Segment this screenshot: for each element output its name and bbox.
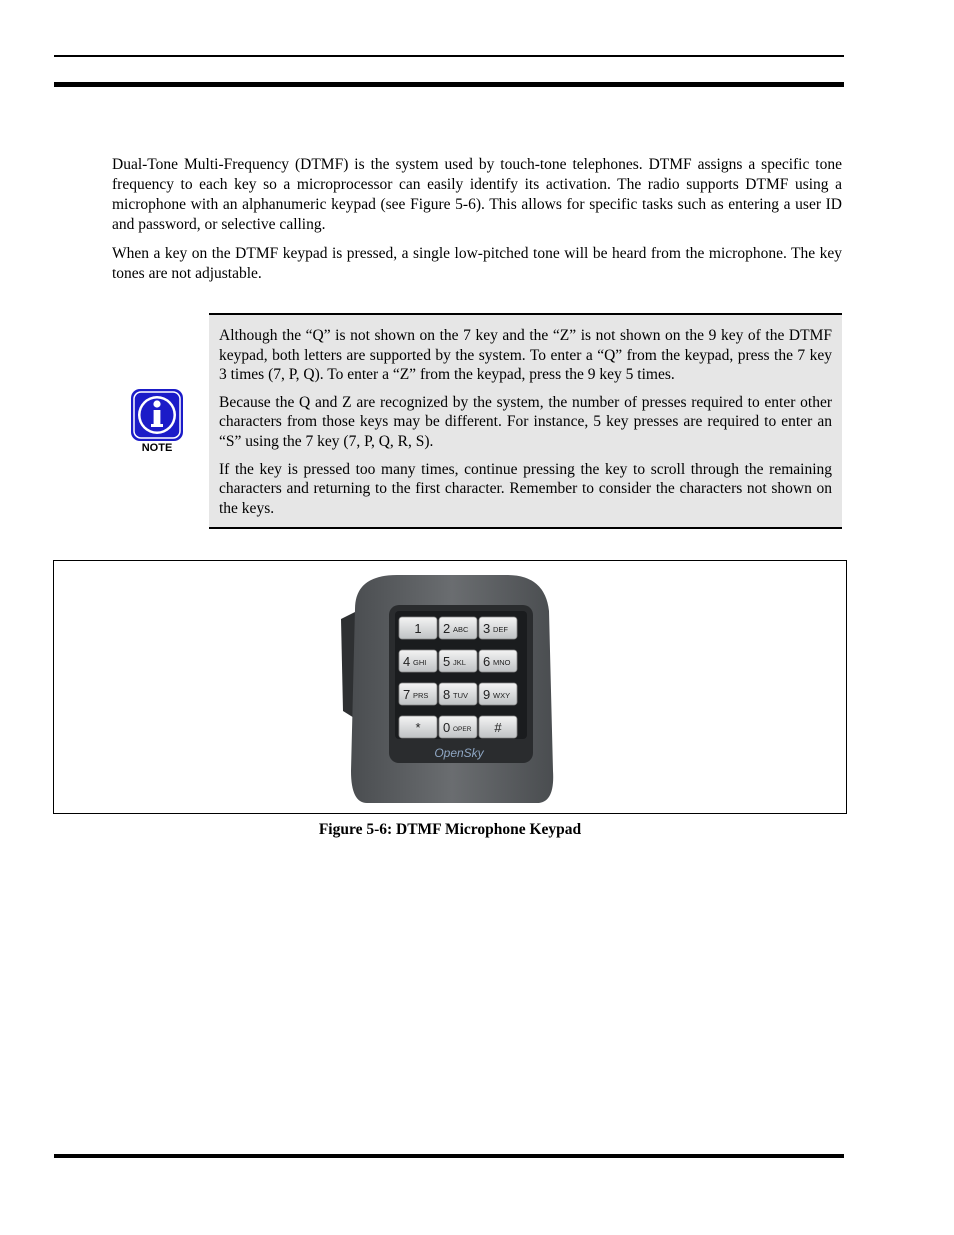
keypad-key-label: 5 xyxy=(443,654,451,669)
keypad-key xyxy=(439,716,477,738)
keypad-key-letters: GHI xyxy=(413,658,427,667)
keypad-key-label: 6 xyxy=(483,654,491,669)
microphone-keypad-image xyxy=(337,571,567,803)
note-paragraph: Because the Q and Z are recognized by the system, the number of presses required to enter other characters from those keys may be different. For instance, 5 key presses are required to enter an “S” using the 7 key (7, P, Q, R, S). xyxy=(219,393,832,450)
keypad-key-label: 2 xyxy=(443,621,451,636)
body-paragraph: Dual-Tone Multi-Frequency (DTMF) is the system used by touch-tone telephones. DTMF assigns a specific tone frequency to each key so a microprocessor can easily identify its activation. The radio supports DTMF using a microphone with an alphanumeric keypad (see Figure 5-6). This allows for specific tasks such as entering a user ID and password, or selective calling. xyxy=(112,156,842,233)
footer-rule xyxy=(54,1154,844,1158)
note-label: NOTE xyxy=(141,442,173,454)
keypad-key-label: 8 xyxy=(443,687,451,702)
keypad-key xyxy=(399,683,437,705)
note-paragraph: Although the “Q” is not shown on the 7 key and the “Z” is not shown on the 9 key of the DTMF keypad, both letters are supported by the system. To enter a “Q” from the keypad, press the 7 key 3 times (7, P, Q). To enter a “Z” from the keypad, press the 9 key 5 times. xyxy=(219,327,832,384)
keypad-key-letters: ABC xyxy=(453,625,469,634)
keypad-key-letters: OPER xyxy=(453,726,472,733)
keypad-key-label: 0 xyxy=(443,720,451,735)
figure-frame xyxy=(53,560,847,814)
brand-label: OpenSky xyxy=(434,746,484,760)
info-icon xyxy=(129,388,185,444)
keypad-key-label: # xyxy=(494,720,502,735)
keypad-key-letters: WXY xyxy=(493,691,511,700)
keypad-key xyxy=(439,650,477,672)
keypad-key-label: 9 xyxy=(483,687,491,702)
keypad-key-letters: PRS xyxy=(413,691,429,700)
keypad-key xyxy=(439,617,477,639)
header-rule-thin xyxy=(54,55,844,57)
keypad-key-letters: TUV xyxy=(453,691,468,700)
keypad-key xyxy=(439,683,477,705)
note-paragraph: If the key is pressed too many times, continue pressing the key to scroll through the remaining characters and returning to the first character. Remember to consider the characters not shown on the keys. xyxy=(219,460,832,517)
note-box xyxy=(209,313,842,529)
header-rule-thick xyxy=(54,82,844,87)
keypad-key xyxy=(399,716,437,738)
keypad-key xyxy=(399,617,437,639)
keypad-key-label: 7 xyxy=(403,687,411,702)
keypad-key xyxy=(399,650,437,672)
figure-caption: Figure 5-6: DTMF Microphone Keypad xyxy=(318,821,582,838)
keypad-key-label: 1 xyxy=(414,621,422,636)
keypad-key xyxy=(479,683,517,705)
keypad-key xyxy=(479,617,517,639)
keypad-key-label: 4 xyxy=(403,654,411,669)
body-paragraph: When a key on the DTMF keypad is pressed, a single low-pitched tone will be heard from the microphone. The key tones are not adjustable. xyxy=(112,245,842,282)
keypad-key-letters: DEF xyxy=(493,625,508,634)
keypad-key-label: 3 xyxy=(483,621,491,636)
keypad-key-letters: MNO xyxy=(493,658,511,667)
keypad-key xyxy=(479,650,517,672)
keypad-key-label: * xyxy=(415,720,421,735)
keypad-key xyxy=(479,716,517,738)
keypad-key-letters: JKL xyxy=(453,658,466,667)
